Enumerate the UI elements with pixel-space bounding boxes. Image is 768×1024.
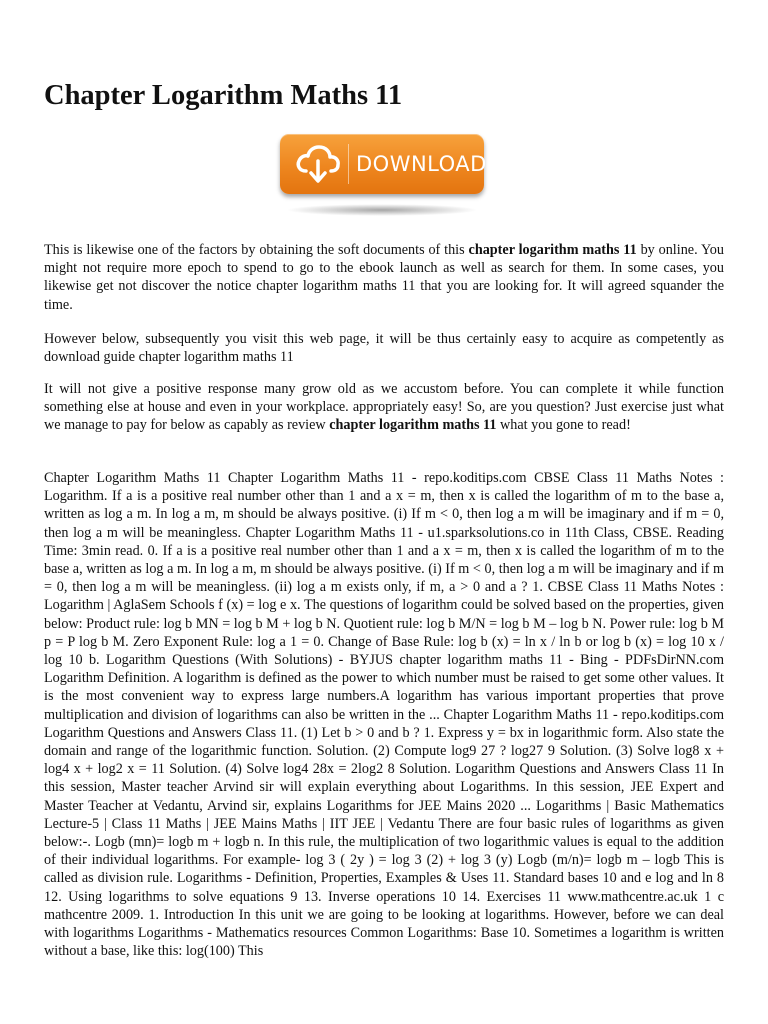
body-paragraph-1 <box>44 241 724 314</box>
paragraph-1-text-a: This is likewise one of the factors by obtaining the soft documents of this <box>44 242 469 258</box>
paragraph-3-text-a: It will not give a positive response many grow old as we accustom before. You can complete it while function something else at house and even in your workplace. appropriately easy! So, are you question? Just exercise just what we manage to pay for below as capably as review <box>44 381 724 434</box>
download-button[interactable] <box>280 134 487 194</box>
paragraph-1-text-c: by online. You might not require more epoch to spend to go to the ebook launch as well as search for them. In some cases, you likewise get not discover the notice chapter logarithm maths 11 that you are looking for. It will agreed squander the time. <box>44 242 724 313</box>
page-title: Chapter Logarithm Maths 11 <box>44 80 403 111</box>
paragraph-4-text: Chapter Logarithm Maths 11 Chapter Logarithm Maths 11 - repo.koditips.com CBSE Class 11 Maths Notes : Logarithm. If a is a positive real number other than 1 and a x = m, then x is called the logarithm of m to the base a, written as log a m. In log a m, m should be always positive. (i) If m < 0, then log a m will be imaginary and if m = 0, then log a m will be meaningless. Chapter Logarithm Maths 11 - u1.sparksolutions.co in 11th Class, CBSE. Reading Time: 3min read. 0. If a is a positive real number other than 1 and a x = m, then x is called the logarithm of m to the base a, written as log a m. In log a m, m should be always positive. (i) If m < 0, then log a m will be imaginary and if m = 0, then log a m will be meaningless. (ii) log a m exists only, if m, a > 0 and a ? 1. CBSE Class 11 Maths Notes : Logarithm | AglaSem Schools f (x) = log e x. The questions of logarithm could be solved based on the properties, given below: Product rule: log b MN = log b M + log b N. Quotient rule: log b M/N = log b M – log b N. Power rule: log b M p = P log b M. Zero Exponent Rule: log a 1 = 0. Change of Base Rule: log b (x) = ln x / ln b or log b (x) = log 10 x / log 10 b. Logarithm Questions (With Solutions) - BYJUS chapter logarithm maths 11 - Bing - PDFsDirNN.com Logarithm Definition. A logarithm is defined as the power to which number must be raised to get some other values. It is the most convenient way to express large numbers.A logarithm has various important properties that prove multiplication and division of logarithms can also be written in the ... Chapter Logarithm Maths 11 - repo.koditips.com Logarithm Questions and Answers Class 11. (1) Let b > 0 and b ? 1. Express y = bx in logarithmic form. Also state the domain and range of the logarithmic function. Solution. (2) Compute log9 27 ? log27 9 Solution. (3) Solve log8 x + log4 x + log2 x = 11 Solution. (4) Solve log4 28x = 2log2 8 Solution. Logarithm Questions and Answers Class 11 In this session, Master teacher Arvind sir will explain everything about Logarithms. In this session, JEE Expert and Master Teacher at Vedantu, Arvind sir, explains Logarithms for JEE Mains 2020 ... Logarithms | Basic Mathematics Lecture-5 | Class 11 Maths | JEE Mains Maths | IIT JEE | Vedantu There are four basic rules of logarithms as given below:-. Logb (mn)= logb m + logb n. In this rule, the multiplication of two logarithmic values is equal to the addition of their individual logarithms. For example- log 3 ( 2y ) = log 3 (2) + log 3 (y) Logb (m/n)= logb m – logb This is called as division rule. Logarithms - Definition, Properties, Examples & Uses 11. Standard bases 10 and e log and ln 8 12. Using logarithms to solve equations 9 13. Inverse operations 10 14. Exercises 11 www.mathcentre.ac.uk 1 c mathcentre 2009. 1. Introduction In this unit we are going to be looking at logarithms. However, before we can deal with logarithms Logarithms - Mathematics resources Common Logarithms: Base 10. Sometimes a logarithm is written without a base, like this: log(100) This <box>44 470 724 960</box>
download-button-shadow <box>286 204 478 216</box>
paragraph-2-text: However below, subsequently you visit this web page, it will be thus certainly easy to acquire as competently as download guide chapter logarithm maths 11 <box>44 331 724 366</box>
paragraph-3-text-c: what you gone to read! <box>496 417 631 434</box>
body-paragraph-4 <box>44 469 724 1024</box>
cloud-download-icon <box>294 141 342 187</box>
paragraph-3-bold: chapter logarithm maths 11 <box>329 417 497 434</box>
download-button-label: DOWNLOAD <box>356 152 487 176</box>
body-paragraph-3 <box>44 380 724 435</box>
download-button-wrapper[interactable] <box>280 134 487 216</box>
paragraph-1-bold: chapter logarithm maths 11 <box>468 242 637 258</box>
download-button-divider <box>348 144 349 184</box>
body-paragraph-2 <box>44 330 724 366</box>
